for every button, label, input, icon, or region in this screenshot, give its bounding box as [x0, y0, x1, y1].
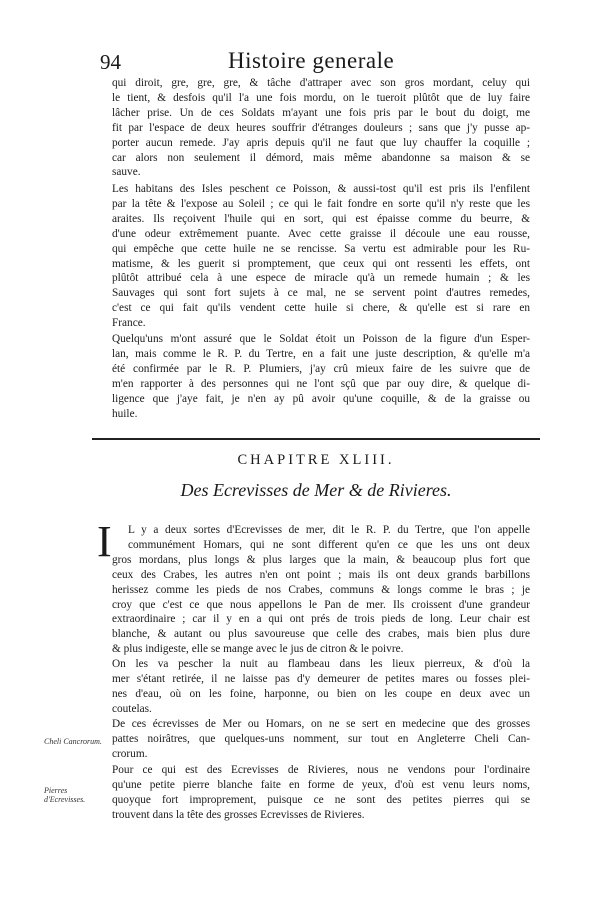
text-line: ceux des Crabes, les autres n'en ont point ; mais ils ont deux grands barbillons	[112, 568, 530, 581]
text-line: par la tête & l'expose au Soleil ; ce qui le fait fondre en sorte qu'il n'y reste que les	[112, 197, 530, 210]
text-line: De ces écrevisses de Mer ou Homars, on ne se sert en medecine que des grosses	[112, 718, 530, 730]
text-line: herissez comme les pieds de nos Crabes, communs & longs comme le bras ; je	[112, 583, 530, 596]
text-line: coutelas.	[112, 702, 152, 715]
running-title: Histoire generale	[228, 48, 395, 73]
paragraph-rivieres	[112, 763, 530, 823]
text-line: & plus indigeste, elle se mange avec le jus de citron & le poivre.	[112, 643, 404, 656]
text-line: lan, mais comme le R. P. du Tertre, en a fait une juste description, & qu'elle m'a	[112, 347, 530, 360]
text-line: croy que c'est ce que nous appellons le Pan de mer. Ils croissent d'une grandeur	[112, 598, 530, 611]
text-line: araites. Ils reçoivent l'huile qui en sort, qui est épaisse comme du beurre, &	[112, 212, 530, 225]
section-divider	[92, 438, 540, 440]
margin-note-pierres: Pierres d'Ecrevisses.	[44, 786, 86, 804]
text-line: blanche, & autant ou plus savoureuse que celle des crabes, mais bien plus dure	[112, 628, 530, 641]
paragraph-soldat-continuation	[112, 76, 530, 180]
paragraph-habitans	[112, 182, 530, 331]
text-line: crorum.	[112, 747, 148, 760]
text-line: car alors non seulement il démord, mais même abandonne sa maison & se	[112, 151, 530, 164]
text-line: Quelqu'uns m'ont assuré que le Soldat étoit un Poisson de la figure d'un Esper-	[112, 333, 530, 345]
text-line: porter aucun remede. J'ay apris depuis qu'il ne faut que luy chauffer la coquille ;	[112, 136, 530, 149]
text-line: communément Homars, qui ne sont different qu'en ce que les uns ont deux	[128, 538, 530, 551]
text-line: le tient, & desfois qu'il l'a une fois mordu, on le tueroit plûtôt que de luy faire	[112, 91, 530, 104]
text-line: trouvent dans la tête des grosses Ecrevisses de Rivieres.	[112, 808, 365, 821]
drop-cap: I	[97, 517, 112, 566]
text-line: Pour ce qui est des Ecrevisses de Rivieres, nous ne vendons pour l'ordinaire	[112, 764, 530, 776]
text-line: L y a deux sortes d'Ecrevisses de mer, dit le R. P. du Tertre, que l'on appelle	[128, 524, 530, 536]
text-line: Sauvages qui sont fort sujets à ce mal, ne se servent point d'autres remedes,	[112, 287, 530, 300]
text-line: gros mordans, plus longs & plus larges que la main, & beaucoup plus fort que	[112, 553, 530, 566]
text-line: lâcher prise. Un de ces Soldats m'ayant une fois pris par le bout du doigt, me	[112, 106, 530, 119]
text-line: mer s'étant retirée, il ne laisse pas d'y demeurer de petites mares ou fosses plei-	[112, 672, 530, 685]
text-line: matisme, & les guerit si promptement, que ceux qui ont ressenti les effets, ont	[112, 257, 530, 270]
text-line: quoyque fort improprement, puisque ce ne sont des petites pierres qui se	[112, 793, 530, 806]
text-line: qui empêche que cette huile ne se rencisse. Sa vertu est admirable pour les Ru-	[112, 242, 530, 255]
text-line: France.	[112, 317, 146, 330]
text-line: fit par l'espace de deux heures souffrir d'étranges douleurs ; sans que j'y pusse ap-	[112, 121, 530, 134]
text-line: pattes noirâtres, que quelques-uns nomment, sur tout en Angleterre Cheli Can-	[112, 732, 530, 745]
page-header	[100, 50, 540, 76]
text-line: m'en rapporter à des personnes qui ne l'ont sçû que par ouy dire, & quelque di-	[112, 377, 530, 390]
text-line: c'est ce qui fait qu'ils vendent cette huile si chere, & qu'elle est si rare en	[112, 302, 530, 315]
paragraph-deux-sortes	[112, 523, 530, 657]
text-line: d'une odeur extrêmement puante. Avec cette graisse il découle une eau rousse,	[112, 227, 530, 240]
text-line: extraordinaire ; car il y en a qui ont prés de trois pieds de long. Leur chair est	[112, 613, 530, 626]
text-line: plûtôt attribué cela à une espece de miracle qu'à un remede humain ; & les	[112, 272, 530, 285]
text-line: nes d'eau, où on les foine, harponne, ou bien on les coupe en deux avec un	[112, 687, 530, 700]
paragraph-homars-medecine	[112, 717, 530, 762]
text-line: huile.	[112, 407, 138, 420]
page-number: 94	[100, 50, 121, 74]
text-line: On les va pescher la nuit au flambeau dans les lieux pierreux, & d'où la	[112, 658, 530, 670]
paragraph-quelquuns	[112, 332, 530, 421]
chapter-heading: CHAPITRE XLIII.	[237, 452, 395, 468]
text-line: été confirmée par le R. P. Plumiers, j'ay crû mieux faire de les suivre que de	[112, 362, 530, 375]
text-line: qui diroit, gre, gre, gre, & tâche d'attraper avec son gros mordant, celuy qui	[112, 77, 530, 89]
chapter-title: Des Ecrevisses de Mer & de Rivieres.	[180, 480, 452, 500]
text-line: ligence que j'aye fait, je n'en ay pû avoir qu'une coquille, & de la graisse ou	[112, 392, 530, 405]
margin-note-cheli: Cheli Cancrorum.	[44, 737, 102, 746]
text-line: qu'une petite pierre blanche faite en forme de yeux, d'où est venu leurs noms,	[112, 778, 530, 791]
text-line: Les habitans des Isles peschent ce Poisson, & aussi-tost qu'il est pris ils l'enfilent	[112, 183, 530, 195]
paragraph-pescher	[112, 657, 530, 717]
text-line: sauve.	[112, 166, 141, 179]
